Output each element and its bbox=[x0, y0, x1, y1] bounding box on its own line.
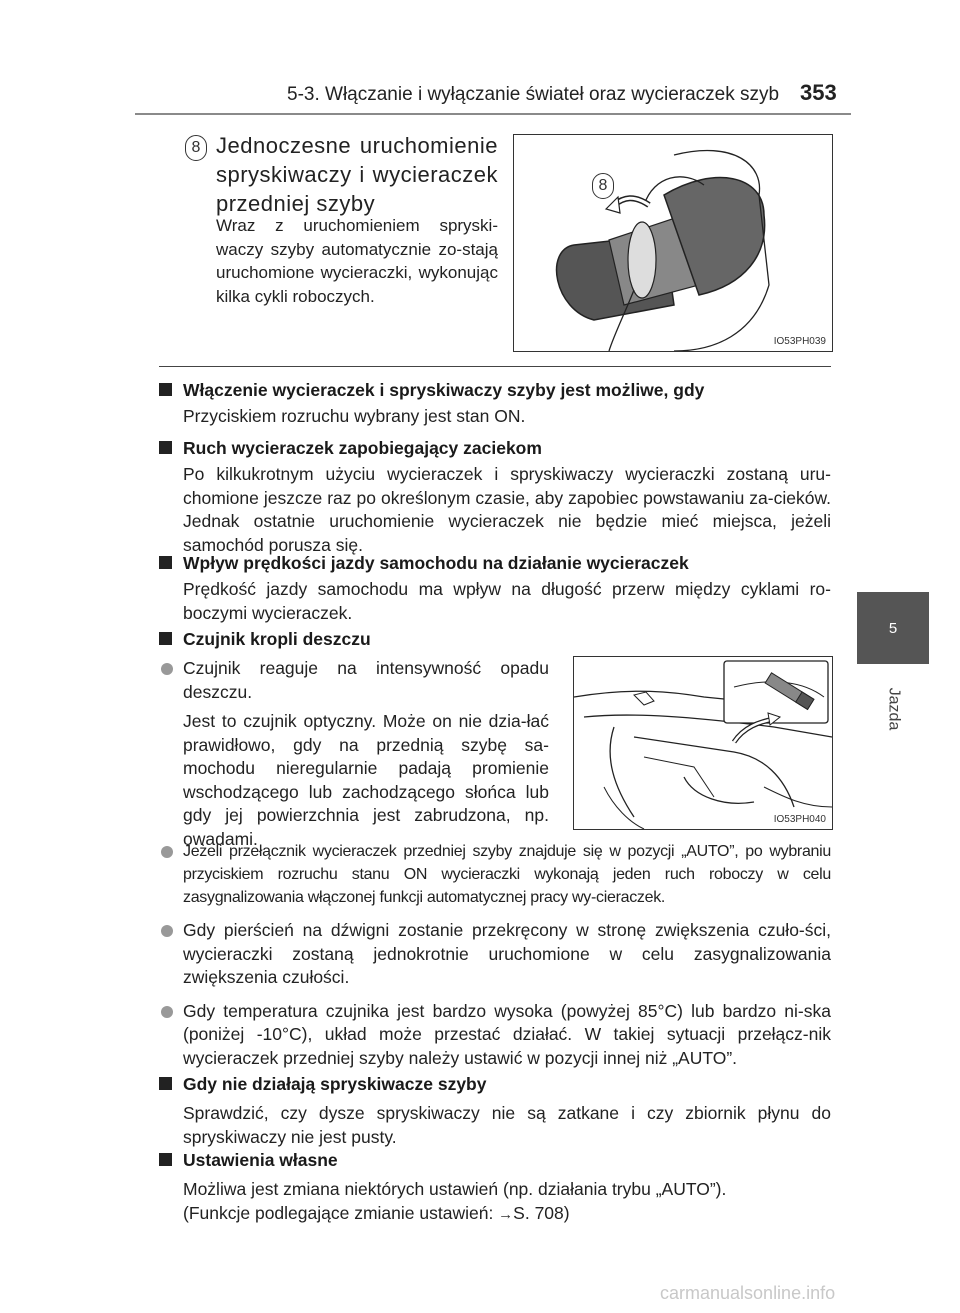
section-body: Możliwa jest zmiana niektórych ustawień (np. działania trybu „AUTO”). bbox=[183, 1179, 727, 1199]
section-heading: Czujnik kropli deszczu bbox=[159, 627, 831, 651]
bullet-continuation: Jest to czujnik optyczny. Może on nie dzia-łać prawidłowo, gdy na przednią szybę sa-mochodu nieregularnie padają promienie wschodzącego lub zachodzącego słońca lub gdy jej powierzchnia jest zabrudzona, np. owadami. bbox=[183, 711, 549, 849]
watermark: carmanualsonline.info bbox=[660, 1283, 836, 1303]
section-heading: Wpływ prędkości jazdy samochodu na działanie wycieraczek bbox=[159, 551, 831, 575]
bullet-item: Gdy pierścień na dźwigni zostanie przekręcony w stronę zwiększenia czuło-ści, wycieraczki zostaną jednokrotnie uruchomione w celu zasygnalizowania zwiększenia czułości. bbox=[159, 919, 831, 990]
section-body: Sprawdzić, czy dysze spryskiwaczy nie są zatkane i czy zbiornik płynu do spryskiwaczy nie jest pusty. bbox=[183, 1103, 831, 1147]
reference-prefix: (Funkcje podlegające zmianie ustawień: bbox=[183, 1202, 499, 1223]
section-header: 5-3. Włączanie i wyłączanie świateł oraz wycieraczek szyb bbox=[287, 84, 780, 105]
section-body: Po kilkukrotnym użyciu wycieraczek i spryskiwaczy wycieraczki zostaną uru-chomione jeszcze raz po określonym czasie, aby zapobiec powstawaniu za-cieków. Jednak ostatnie uruchomienie wycieraczek nie będzie mieć miejsca, jeżeli samochód porusza się. bbox=[183, 464, 831, 555]
section-body-reference bbox=[159, 1202, 831, 1227]
page-reference-link[interactable]: S. 708) bbox=[513, 1202, 570, 1223]
car-rain-sensor-illustration bbox=[574, 657, 832, 829]
section-heading: Ruch wycieraczek zapobiegający zaciekom bbox=[159, 436, 831, 460]
section-body: Przyciskiem rozruchu wybrany jest stan ON. bbox=[183, 406, 526, 426]
bullet-item: Jeżeli przełącznik wycieraczek przedniej szyby znajduje się w pozycji „AUTO”, po wybraniu przyciskiem rozruchu stanu ON wycieraczki wykonają jeden ruch roboczy w celu zasygnalizowania włączonej funkcji automatycznej pracy wy-cieraczek. bbox=[159, 840, 831, 909]
chapter-label bbox=[860, 672, 926, 792]
section-body: Prędkość jazdy samochodu ma wpływ na długość przerw między cyklami ro-boczymi wycieraczek. bbox=[183, 579, 831, 623]
figure-step-badge: 8 bbox=[592, 173, 614, 199]
bullet-item: Gdy temperatura czujnika jest bardzo wysoka (powyżej 85°C) lub bardzo ni-ska (poniżej -10°C), układ może przestać działać. W takiej sytuacji przełącz-nik wycieraczek przedniej szyby należy ustawić w pozycji innej niż „AUTO”. bbox=[159, 1000, 831, 1071]
page-number: 353 bbox=[800, 80, 837, 105]
section-heading: Włączenie wycieraczek i spryskiwaczy szyby jest możliwe, gdy bbox=[159, 378, 831, 402]
section-conditions bbox=[159, 378, 831, 429]
section-washer-failure bbox=[159, 1072, 831, 1149]
wiper-lever-figure bbox=[513, 134, 833, 352]
section-anti-streak bbox=[159, 436, 831, 557]
arrow-icon: → bbox=[498, 1205, 514, 1223]
section-vehicle-speed bbox=[159, 551, 831, 625]
figure-code: IO53PH040 bbox=[773, 814, 826, 825]
section-rain-sensor-notes bbox=[159, 840, 831, 1070]
header-divider bbox=[135, 113, 851, 115]
section-heading: Gdy nie działają spryskiwacze szyby bbox=[159, 1072, 831, 1096]
section-heading: Ustawienia własne bbox=[159, 1148, 831, 1172]
section-custom-settings bbox=[159, 1148, 831, 1226]
bullet-item: Czujnik reaguje na intensywność opadu deszczu. bbox=[159, 657, 549, 704]
section-divider bbox=[159, 366, 831, 367]
chapter-tab: 5 bbox=[857, 592, 929, 664]
wiper-lever-illustration bbox=[514, 135, 832, 351]
chapter-label-text: Jazda bbox=[884, 687, 902, 731]
rain-sensor-figure bbox=[573, 656, 833, 830]
figure-code: IO53PH039 bbox=[773, 336, 826, 347]
step-description: Wraz z uruchomieniem spryski-waczy szyby automatycznie zo-stają uruchomione wycieraczki, wykonując kilka cykli roboczych. bbox=[216, 216, 498, 306]
step-badge: 8 bbox=[185, 135, 207, 161]
step-title: Jednoczesne uruchomienie spryskiwaczy i wycieraczek przedniej szyby bbox=[216, 133, 498, 216]
